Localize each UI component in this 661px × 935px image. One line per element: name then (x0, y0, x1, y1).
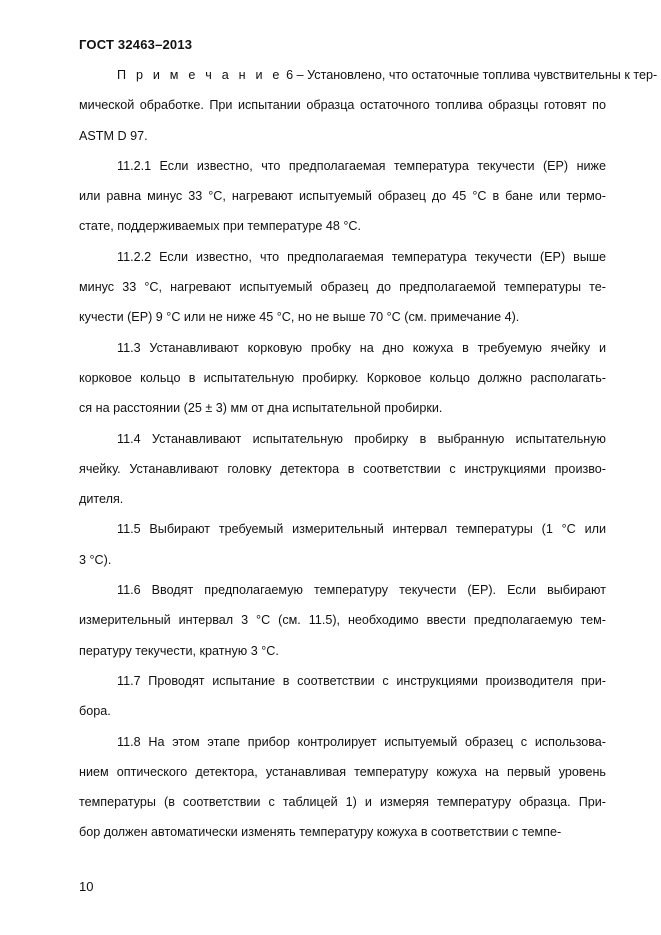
paragraph-line: кучести (ЕР) 9 °С или не ниже 45 °С, но не выше 70 °С (см. примечание 4). (79, 310, 520, 325)
document-id: ГОСТ 32463–2013 (79, 37, 193, 52)
paragraph-line: 11.7 Проводят испытание в соответствии с инструкциями производителя при- (117, 673, 606, 688)
paragraph-line: стате, поддерживаемых при температуре 48 °С. (79, 219, 361, 234)
paragraph-line: 11.3 Устанавливают корковую пробку на дно кожуха в требуемую ячейку и (117, 340, 606, 355)
paragraph-line: 11.6 Вводят предполагаемую температуру текучести (ЕР). Если выбирают (117, 583, 606, 598)
paragraph (79, 731, 606, 852)
note-line: П р и м е ч а н и е 6 – Установлено, что остаточные топлива чувствительны к тер- (117, 68, 658, 82)
paragraph-line: ячейку. Устанавливают головку детектора в соответствии с инструкциями произво- (79, 461, 606, 476)
paragraph-line: минус 33 °С, нагревают испытуемый образец до предполагаемой температуры те- (79, 280, 606, 295)
paragraph-line: 11.2.2 Если известно, что предполагаемая температура текучести (ЕР) выше (117, 249, 606, 264)
document-body (79, 64, 658, 852)
note-label: П р и м е ч а н и е (117, 68, 283, 82)
paragraph-line: бора. (79, 704, 111, 719)
paragraph-line: 11.2.1 Если известно, что предполагаемая температура текучести (ЕР) ниже (117, 158, 606, 173)
paragraph-line: пературу текучести, кратную 3 °С. (79, 643, 279, 658)
paragraph (79, 670, 606, 731)
paragraph-line: 11.5 Выбирают требуемый измерительный интервал температуры (1 °С или (117, 522, 606, 537)
paragraph (79, 428, 606, 519)
paragraph (79, 337, 606, 428)
paragraph-line: температуры (в соответствии с таблицей 1) и измеряя температуру образца. При- (79, 795, 606, 810)
paragraph-line: дителя. (79, 492, 124, 507)
paragraph-line: корковое кольцо в испытательную пробирку. Корковое кольцо должно располагать- (79, 370, 606, 385)
paragraph-line: 11.8 На этом этапе прибор контролирует испытуемый образец с использова- (117, 734, 606, 749)
page-number: 10 (79, 879, 94, 894)
paragraph-list (79, 155, 606, 852)
paragraph (79, 579, 606, 670)
paragraph (79, 518, 606, 579)
paragraph (79, 155, 606, 246)
paragraph (79, 246, 606, 337)
note-line: мической обработке. При испытании образца остаточного топлива образцы готовят по (79, 98, 606, 113)
paragraph-line: 11.4 Устанавливают испытательную пробирку в выбранную испытательную (117, 431, 606, 446)
paragraph-line: 3 °С). (79, 552, 112, 567)
paragraph-line: измерительный интервал 3 °С (см. 11.5), необходимо ввести предполагаемую тем- (79, 613, 606, 628)
note-block (79, 64, 658, 155)
paragraph-line: нием оптического детектора, устанавливая температуру кожуха на первый уровень (79, 764, 606, 779)
note-line: ASTM D 97. (79, 128, 148, 143)
paragraph-line: ся на расстоянии (25 ± 3) мм от дна испытательной пробирки. (79, 401, 443, 416)
paragraph-line: или равна минус 33 °С, нагревают испытуемый образец до 45 °С в бане или термо- (79, 189, 606, 204)
paragraph-line: бор должен автоматически изменять температуру кожуха в соответствии с темпе- (79, 825, 562, 840)
